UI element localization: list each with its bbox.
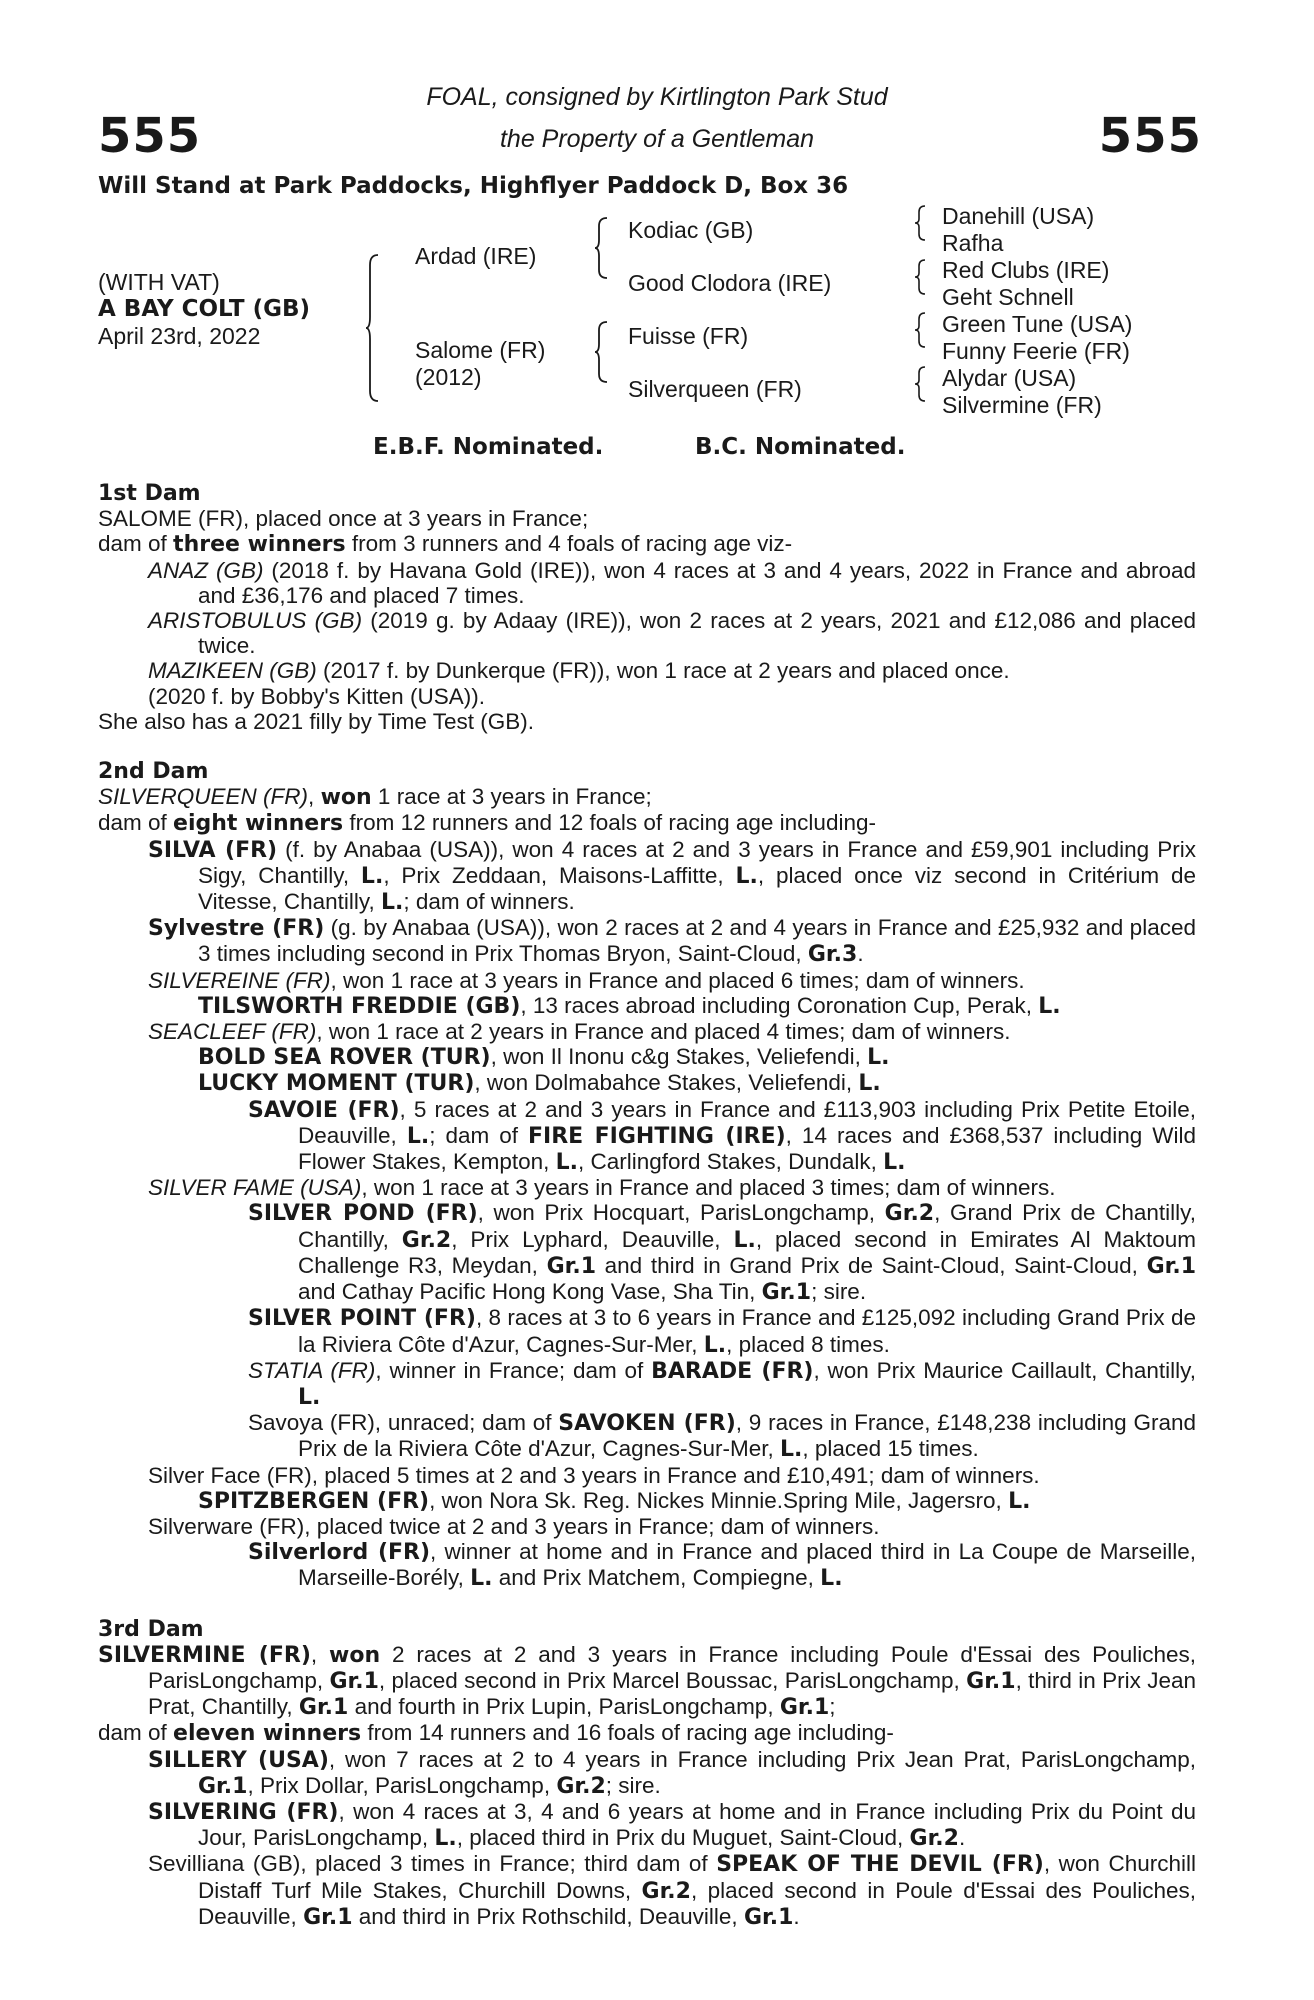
first-dam-line: SALOME (FR), placed once at 3 years in France; (98, 506, 589, 532)
produce-sillery: SILLERY (USA), won 7 races at 2 to 4 years in France including Prix Jean Prat, ParisLongchamp, Gr.1, Prix Dollar, ParisLongchamp, Gr.2; sire. (148, 1746, 1196, 1799)
pedigree-bracket-g1 (915, 204, 927, 242)
bc-nomination: B.C. Nominated. (695, 434, 906, 460)
pedigree-g-dds: Alydar (USA) (942, 365, 1077, 391)
consignor-line: FOAL, consigned by Kirtlington Park Stud (426, 83, 888, 111)
first-dam-produce-line: dam of three winners from 3 runners and 4 foals of racing age viz- (98, 531, 793, 558)
produce-seacleef: SEACLEEF (FR), won 1 race at 2 years in France and placed 4 times; dam of winners. (148, 1019, 1011, 1045)
lot-number-right: 555 (1098, 108, 1202, 164)
second-dam-line: SILVERQUEEN (FR), won 1 race at 3 years in France; (98, 784, 652, 811)
produce-silver-point: SILVER POINT (FR), 8 races at 3 to 6 years in France and £125,092 including Grand Prix de la Riviera Côte d'Azur, Cagnes-Sur-Mer, L., placed 8 times. (248, 1305, 1196, 1358)
produce-bold-sea-rover: BOLD SEA ROVER (TUR), won Il Inonu c&g Stakes, Veliefendi, L. (198, 1044, 890, 1071)
section-heading-1st-dam: 1st Dam (98, 481, 201, 506)
lot-number-left: 555 (98, 108, 202, 164)
produce-lucky-moment: LUCKY MOMENT (TUR), won Dolmabahce Stakes, Veliefendi, L. (198, 1070, 881, 1097)
pedigree-dam-dam: Silverqueen (FR) (628, 376, 802, 402)
third-dam-line: SILVERMINE (FR), won 2 races at 2 and 3 years in France including Poule d'Essai des Pouliches, ParisLongchamp, Gr.1, placed second in Prix Marcel Boussac, ParisLongchamp, Gr.1, third in Prix Jean Prat, Chantilly, Gr.1 and fourth in Prix Lupin, ParisLongchamp, Gr.1; (98, 1641, 1197, 1721)
section-heading-2nd-dam: 2nd Dam (98, 759, 209, 785)
pedigree-g-sds: Red Clubs (IRE) (942, 257, 1110, 283)
produce-2021-filly: She also has a 2021 filly by Time Test (GB). (98, 708, 535, 734)
produce-tilsworth-freddie: TILSWORTH FREDDIE (GB), 13 races abroad including Coronation Cup, Perak, L. (198, 992, 1061, 1019)
produce-savoie: SAVOIE (FR), 5 races at 2 and 3 years in France and £113,903 including Prix Petite Etoile, Deauville, L.; dam of FIRE FIGHTING (IRE), 14 races and £368,537 including Wild Flower Stakes, Kempton, L., Carlingford Stakes, Dundalk, L. (248, 1096, 1197, 1176)
vendor-line: the Property of a Gentleman (499, 125, 815, 153)
pedigree-bracket-g2 (915, 258, 927, 296)
produce-silver-face: Silver Face (FR), placed 5 times at 2 and 3 years in France and £10,491; dam of winners. (148, 1462, 1040, 1488)
pedigree-bracket-dam (595, 320, 609, 384)
pedigree-notes (98, 481, 1196, 1930)
pedigree-bracket-main (366, 253, 380, 403)
produce-savoya: Savoya (FR), unraced; dam of SAVOKEN (FR), 9 races in France, £148,238 including Grand Prix de la Riviera Côte d'Azur, Cagnes-Sur-Mer, L., placed 15 times. (248, 1410, 1196, 1463)
horse-name: A BAY COLT (GB) (98, 296, 311, 322)
pedigree-g-ddd: Silvermine (FR) (942, 392, 1102, 418)
produce-silvereine: SILVEREINE (FR), won 1 race at 3 years in France and placed 6 times; dam of winners. (148, 967, 1025, 993)
pedigree-dam: Salome (FR) (415, 337, 546, 363)
foaling-date: April 23rd, 2022 (98, 323, 261, 349)
second-dam-produce-line: dam of eight winners from 12 runners and 12 foals of racing age including- (98, 810, 876, 837)
vat-status: (WITH VAT) (98, 269, 220, 295)
pedigree-sire-sire: Kodiac (GB) (628, 217, 754, 243)
pedigree-g-dsd: Funny Feerie (FR) (942, 338, 1130, 364)
produce-sevilliana: Sevilliana (GB), placed 3 times in France; third dam of SPEAK OF THE DEVIL (FR), won Churchill Distaff Turf Mile Stakes, Churchill Downs, Gr.2, placed second in Poule d'Essai des Pouliches, Deauville, Gr.1 and third in Prix Rothschild, Deauville, Gr.1. (148, 1851, 1197, 1930)
produce-silva: SILVA (FR) (f. by Anabaa (USA)), won 4 races at 2 and 3 years in France and £59,901 including Prix Sigy, Chantilly, L., Prix Zeddaan, Maisons-Laffitte, L., placed once viz second in Critérium de Vitesse, Chantilly, L.; dam of winners. (148, 836, 1196, 916)
pedigree-g-dss: Green Tune (USA) (942, 311, 1133, 337)
pedigree-dam-year: (2012) (415, 364, 482, 390)
produce-spitzbergen: SPITZBERGEN (FR), won Nora Sk. Reg. Nickes Minnie.Spring Mile, Jagersro, L. (198, 1487, 1031, 1514)
produce-mazikeen: MAZIKEEN (GB) (2017 f. by Dunkerque (FR)), won 1 race at 2 years and placed once. (148, 658, 1010, 684)
produce-sylvestre: Sylvestre (FR) (g. by Anabaa (USA)), won 2 races at 2 and 4 years in France and £25,932 and placed 3 times including second in Prix Thomas Bryon, Saint-Cloud, Gr.3. (148, 915, 1196, 968)
third-dam-produce-line: dam of eleven winners from 14 runners and 16 foals of racing age including- (98, 1720, 894, 1747)
produce-2020-foal: (2020 f. by Bobby's Kitten (USA)). (148, 683, 485, 709)
pedigree-g-ssd: Rafha (942, 230, 1004, 256)
pedigree-bracket-sire (595, 216, 609, 280)
pedigree-sire-dam: Good Clodora (IRE) (628, 270, 832, 296)
section-heading-3rd-dam: 3rd Dam (98, 1616, 204, 1642)
pedigree-bracket-g3 (915, 311, 927, 349)
pedigree-bracket-g4 (915, 365, 927, 403)
pedigree-sire: Ardad (IRE) (415, 243, 537, 269)
produce-aristobulus: ARISTOBULUS (GB) (2019 g. by Adaay (IRE)), won 2 races at 2 years, 2021 and £12,086 and placed twice. (148, 608, 1197, 659)
produce-silver-fame: SILVER FAME (USA), won 1 race at 3 years in France and placed 3 times; dam of winners. (148, 1175, 1056, 1201)
ebf-nomination: E.B.F. Nominated. (373, 434, 604, 460)
produce-anaz: ANAZ (GB) (2018 f. by Havana Gold (IRE)), won 4 races at 3 and 4 years, 2022 in France and abroad and £36,176 and placed 7 times. (148, 557, 1196, 608)
pedigree-g-sdd: Geht Schnell (942, 284, 1074, 310)
produce-silverlord: Silverlord (FR), winner at home and in France and placed third in La Coupe de Marseille, Marseille-Borély, L. and Prix Matchem, Compiegne, L. (248, 1539, 1196, 1592)
produce-silvering: SILVERING (FR), won 4 races at 3, 4 and 6 years at home and in France including Prix du Point du Jour, ParisLongchamp, L., placed third in Prix du Muguet, Saint-Cloud, Gr.2. (148, 1798, 1196, 1852)
produce-statia: STATIA (FR), winner in France; dam of BARADE (FR), won Prix Maurice Caillault, Chantilly, L. (248, 1357, 1196, 1410)
produce-silverware: Silverware (FR), placed twice at 2 and 3 years in France; dam of winners. (148, 1513, 880, 1539)
stabling-location: Will Stand at Park Paddocks, Highflyer Paddock D, Box 36 (98, 173, 849, 199)
produce-silver-pond: SILVER POND (FR), won Prix Hocquart, ParisLongchamp, Gr.2, Grand Prix de Chantilly, Chantilly, Gr.2, Prix Lyphard, Deauville, L., placed second in Emirates Al Maktoum Challenge R3, Meydan, Gr.1 and third in Grand Prix de Saint-Cloud, Saint-Cloud, Gr.1 and Cathay Pacific Hong Kong Vase, Sha Tin, Gr.1; sire. (248, 1200, 1197, 1306)
pedigree-g-sss: Danehill (USA) (942, 203, 1095, 229)
pedigree-dam-sire: Fuisse (FR) (628, 323, 749, 349)
